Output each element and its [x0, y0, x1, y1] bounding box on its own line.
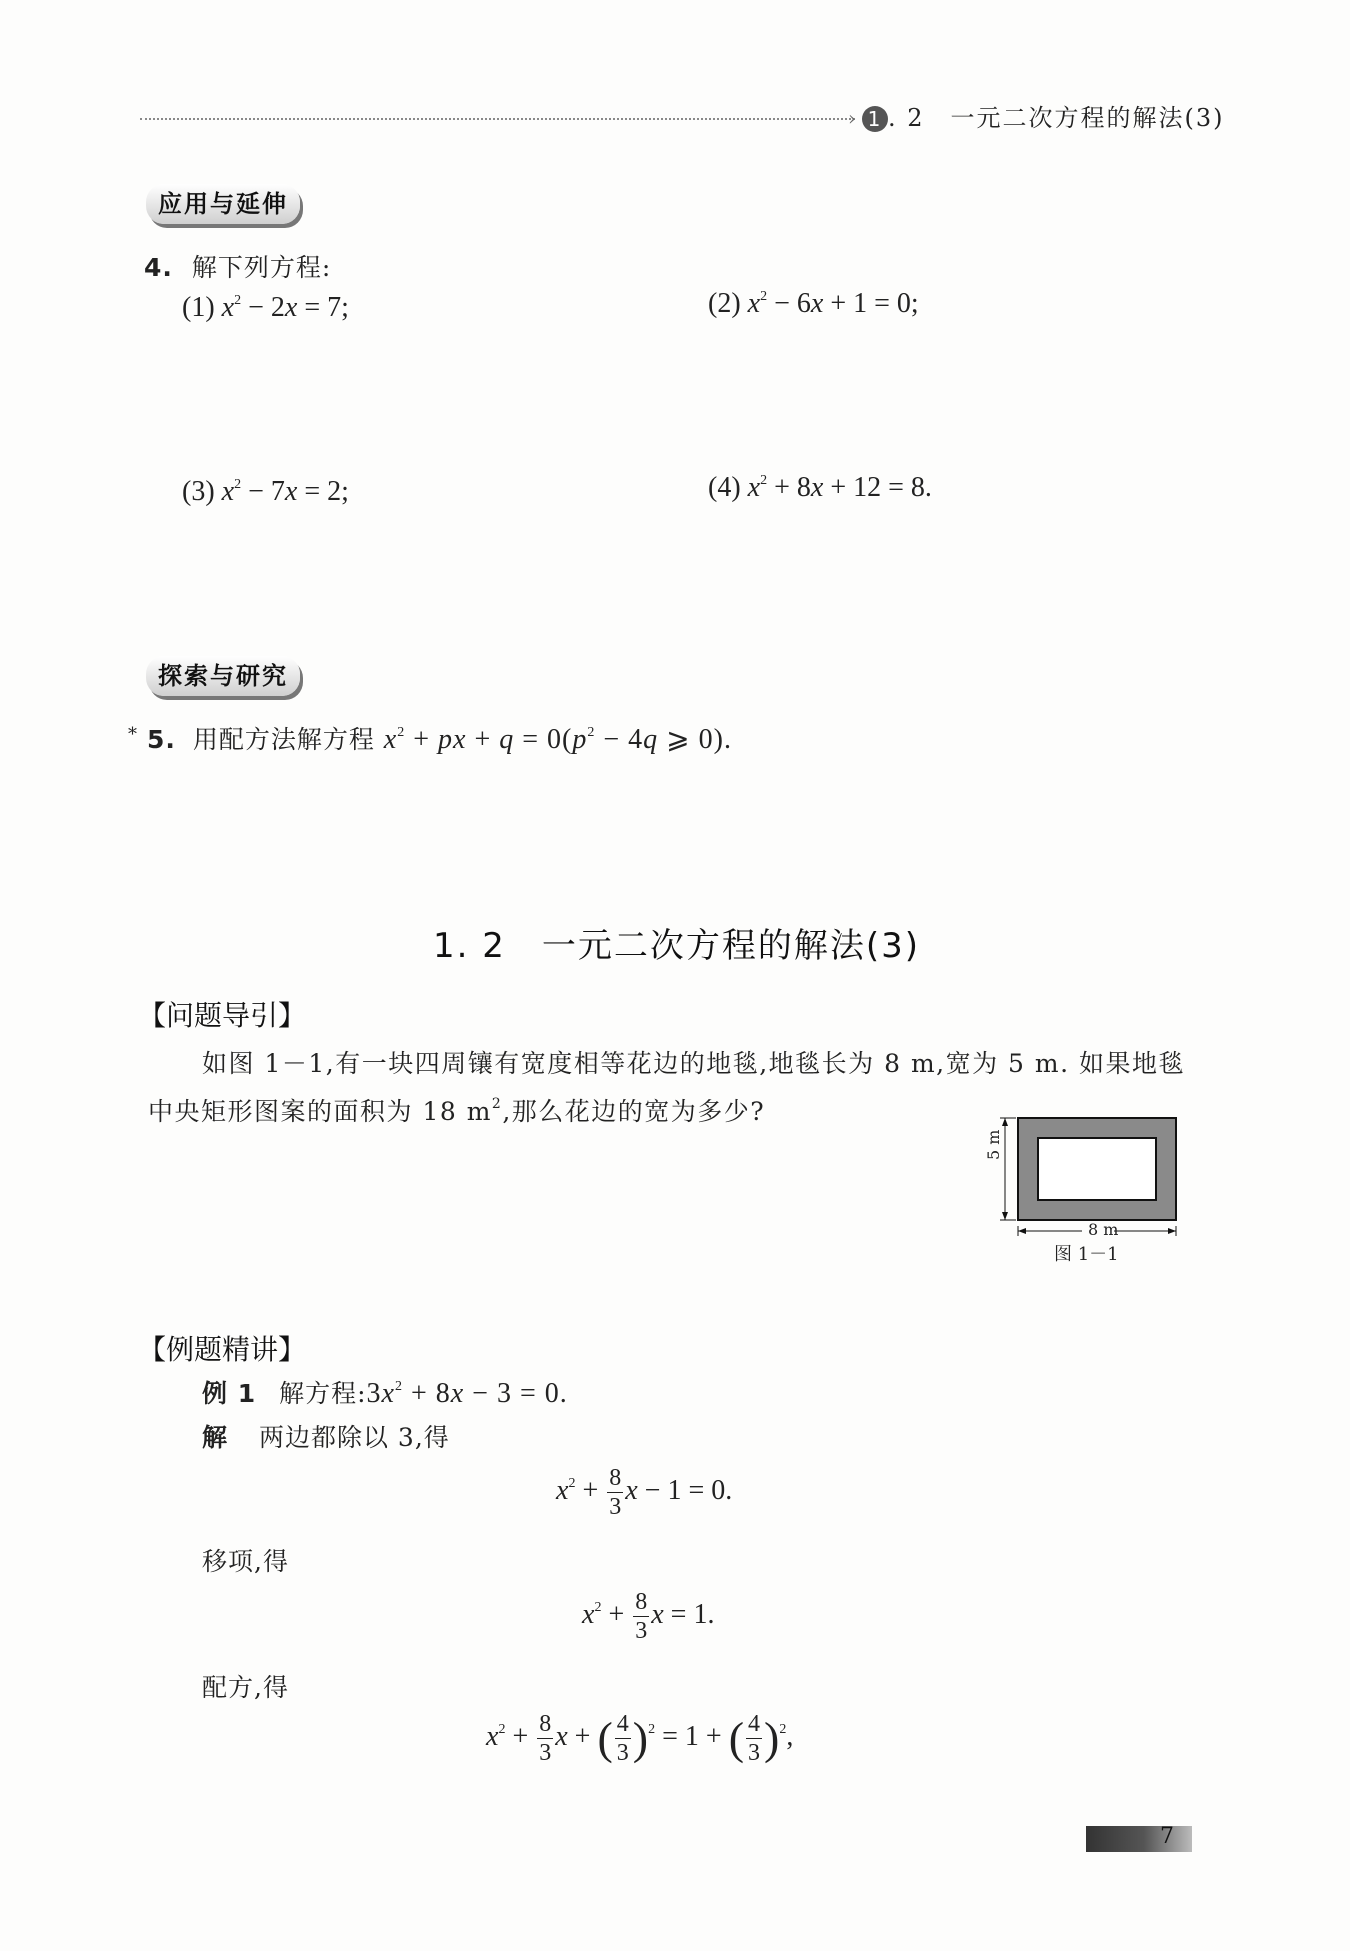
chapter-title-text: . 2 一元二次方程的解法(3)	[888, 104, 1225, 132]
q4-part-1: (1) $x^2 - 2x = 7$;	[182, 292, 349, 323]
question-number: 5.	[146, 725, 176, 754]
figure-caption: 图 1－1	[1054, 1244, 1119, 1265]
example-1	[202, 1374, 568, 1410]
q5-equation: $x^2$ + px + $q = 0(p^2 - 4q$ ⩾ 0).	[383, 724, 732, 755]
q4-part-3: (3) $x^2 - 7x = 2$;	[182, 476, 349, 507]
question-4	[144, 248, 331, 284]
page-number-bar	[1086, 1826, 1192, 1852]
equation-step-2: $x^2$ + $\frac{8}{3}$ x = 1.	[582, 1589, 715, 1644]
header-dotted-line	[140, 118, 855, 120]
page-number: 7	[1160, 1824, 1174, 1849]
solution-step-1: 解 两边都除以 3,得	[202, 1423, 450, 1452]
question-text: 用配方法解方程	[192, 725, 375, 754]
question-5	[128, 720, 732, 756]
header-arrow-icon: ›	[848, 106, 856, 130]
optional-star: *	[128, 724, 138, 745]
solution-step-3: 配方,得	[202, 1673, 289, 1702]
example-text: 解方程:	[279, 1379, 367, 1408]
section-badge-apply: 应用与延伸	[146, 184, 300, 224]
figure-label-height: 5 m	[984, 1129, 1003, 1160]
equation-step-3: $x^2$ + $\frac{8}{3}$ x + ( $\frac{4}{3}$ )$^2$ = 1 + ( $\frac{4}{3}$ )$^2$,	[486, 1711, 794, 1766]
problem-line-1: 如图 1－1,有一块四周镶有宽度相等花边的地毯,地毯长为 8 m,宽为 5 m. 如果地毯	[202, 1049, 1186, 1078]
header-chapter-title	[862, 98, 1225, 133]
problem-intro-heading: 【问题导引】	[138, 999, 307, 1032]
problem-line-2: 中央矩形图案的面积为 18 $m^2$,那么花边的宽为多少?	[148, 1096, 766, 1126]
q4-part-4: (4) $x^2 + 8x + 12 = 8$.	[708, 472, 932, 503]
solution-step-2: 移项,得	[202, 1547, 289, 1576]
q4-part-2: (2) $x^2 - 6x + 1 = 0$;	[708, 288, 919, 319]
equation-step-1: $x^2$ + $\frac{8}{3}$ x − 1 = 0.	[556, 1465, 733, 1520]
figure-label-width: 8 m	[1088, 1220, 1119, 1239]
chapter-number-circle: 1	[862, 106, 888, 132]
example-equation: $3x^2 + 8x - 3 = 0$.	[366, 1378, 568, 1409]
question-number: 4.	[144, 253, 173, 282]
question-text: 解下列方程:	[191, 253, 332, 282]
lesson-title: 1. 2 一元二次方程的解法(3)	[433, 926, 921, 966]
section-badge-explore: 探索与研究	[146, 656, 300, 696]
solution-label: 解	[202, 1423, 229, 1452]
example-heading: 【例题精讲】	[138, 1333, 307, 1366]
example-label: 例 1	[202, 1379, 257, 1408]
